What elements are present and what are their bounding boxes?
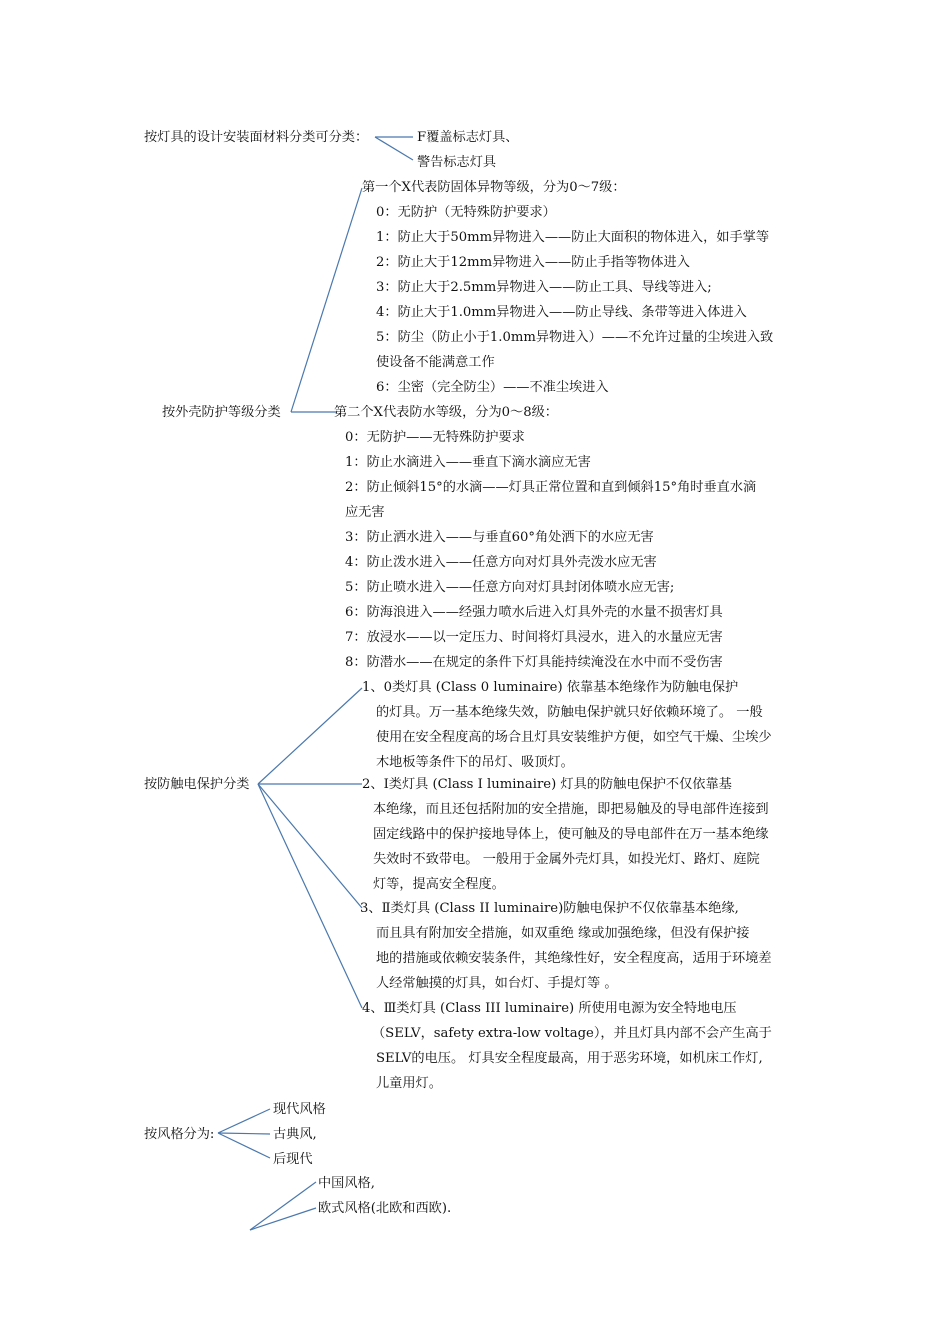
connector-line — [291, 188, 362, 412]
class2-paragraph-line: 人经常触摸的灯具，如台灯、手提灯等 。 — [376, 976, 618, 991]
connector-line — [250, 1208, 316, 1230]
class0-paragraph-line: 使用在安全程度高的场合且灯具安装维护方便，如空气干燥、尘埃少 — [376, 730, 772, 745]
water-level-item: 3：防止洒水进入——与垂直60°角处洒下的水应无害 — [345, 530, 654, 545]
class1-paragraph-line: 2、Ⅰ类灯具 (Class I luminaire) 灯具的防触电保护不仅依靠基 — [362, 777, 732, 792]
solid-level-item: 1：防止大于50mm异物进入——防止大面积的物体进入，如手掌等 — [376, 230, 770, 245]
water-protection-title: 第二个X代表防水等级，分为0～8级： — [334, 405, 558, 420]
class1-paragraph-line: 本绝缘，而且还包括附加的安全措施，即把易触及的导电部件连接到 — [373, 802, 769, 817]
water-level-item: 7：放浸水——以一定压力、时间将灯具浸水，进入的水量应无害 — [345, 630, 723, 645]
solid-level-item: 5：防尘（防止小于1.0mm异物进入）——不允许过量的尘埃进入致 — [376, 330, 774, 345]
class3-paragraph-line: 4、Ⅲ类灯具 (Class III luminaire) 所使用电源为安全特地电压 — [362, 1001, 737, 1016]
class1-paragraph-line: 灯等，提高安全程度。 — [373, 877, 505, 892]
solid-level-item: 6：尘密（完全防尘）——不准尘埃进入 — [376, 380, 609, 395]
water-level-item: 4：防止泼水进入——任意方向对灯具外壳泼水应无害 — [345, 555, 657, 570]
section2-heading: 按外壳防护等级分类 — [162, 405, 281, 420]
style-item: 现代风格 — [273, 1102, 326, 1117]
connector-line — [258, 784, 362, 908]
water-level-item: 应无害 — [345, 505, 385, 520]
class0-paragraph-line: 的灯具。万一基本绝缘失效，防触电保护就只好依赖环境了。 一般 — [376, 705, 763, 720]
style-item: 后现代 — [273, 1152, 313, 1167]
class2-paragraph-line: 3、Ⅱ类灯具 (Class II luminaire)防触电保护不仅依靠基本绝缘, — [360, 901, 739, 916]
water-level-item: 6：防海浪进入——经强力喷水后进入灯具外壳的水量不损害灯具 — [345, 605, 723, 620]
class1-paragraph-line: 失效时不致带电。 一般用于金属外壳灯具，如投光灯、路灯、庭院 — [373, 852, 760, 867]
class2-paragraph-line: 而且具有附加安全措施，如双重绝 缘或加强绝缘，但没有保护接 — [376, 926, 750, 941]
solid-level-item: 4：防止大于1.0mm异物进入——防止导线、条带等进入体进入 — [376, 305, 747, 320]
solid-level-item: 2：防止大于12mm异物进入——防止手指等物体进入 — [376, 255, 690, 270]
solid-protection-title: 第一个X代表防固体异物等级，分为0～7级： — [362, 180, 626, 195]
style-item: 古典风, — [273, 1127, 317, 1142]
connector-line — [250, 1182, 316, 1230]
water-level-item: 2：防止倾斜15°的水滴——灯具正常位置和直到倾斜15°角时垂直水滴 — [345, 480, 757, 495]
section3-heading: 按防触电保护分类 — [144, 777, 250, 792]
solid-level-item: 0：无防护（无特殊防护要求） — [376, 205, 556, 220]
connector-line — [218, 1109, 270, 1133]
solid-level-item: 3：防止大于2.5mm异物进入——防止工具、导线等进入; — [376, 280, 712, 295]
class1-paragraph-line: 固定线路中的保护接地导体上，使可触及的导电部件在万一基本绝缘 — [373, 827, 769, 842]
class0-paragraph-line: 1、0类灯具 (Class 0 luminaire) 依靠基本绝缘作为防触电保护 — [362, 680, 739, 695]
water-level-item: 1：防止水滴进入——垂直下滴水滴应无害 — [345, 455, 591, 470]
water-level-item: 8：防潜水——在规定的条件下灯具能持续淹没在水中而不受伤害 — [345, 655, 723, 670]
style-sub-item: 欧式风格(北欧和西欧). — [318, 1201, 452, 1216]
class3-paragraph-line: 儿童用灯。 — [376, 1076, 442, 1091]
water-level-item: 0：无防护——无特殊防护要求 — [345, 430, 525, 445]
water-level-item: 5：防止喷水进入——任意方向对灯具封闭体喷水应无害; — [345, 580, 675, 595]
section1-item: F覆盖标志灯具、 — [417, 130, 519, 145]
section4-heading: 按风格分为: — [144, 1127, 215, 1142]
connector-line — [258, 688, 362, 784]
class3-paragraph-line: SELV的电压。 灯具安全程度最高，用于恶劣环境，如机床工作灯, — [376, 1051, 763, 1066]
class3-paragraph-line: （SELV，safety extra-low voltage），并且灯具内部不会产生高于 — [372, 1026, 772, 1041]
connector-line — [375, 137, 413, 160]
section1-item: 警告标志灯具 — [417, 155, 497, 170]
class0-paragraph-line: 木地板等条件下的吊灯、吸顶灯。 — [376, 755, 574, 770]
solid-level-item: 使设备不能满意工作 — [376, 355, 495, 370]
connector-line — [218, 1133, 270, 1158]
section1-heading: 按灯具的设计安装面材料分类可分类： — [144, 130, 369, 145]
style-sub-item: 中国风格, — [318, 1176, 375, 1191]
connector-line — [218, 1133, 270, 1134]
connector-line — [258, 784, 362, 1008]
class2-paragraph-line: 地的措施或依赖安装条件，其绝缘性好，安全程度高，适用于环境差 — [376, 951, 772, 966]
